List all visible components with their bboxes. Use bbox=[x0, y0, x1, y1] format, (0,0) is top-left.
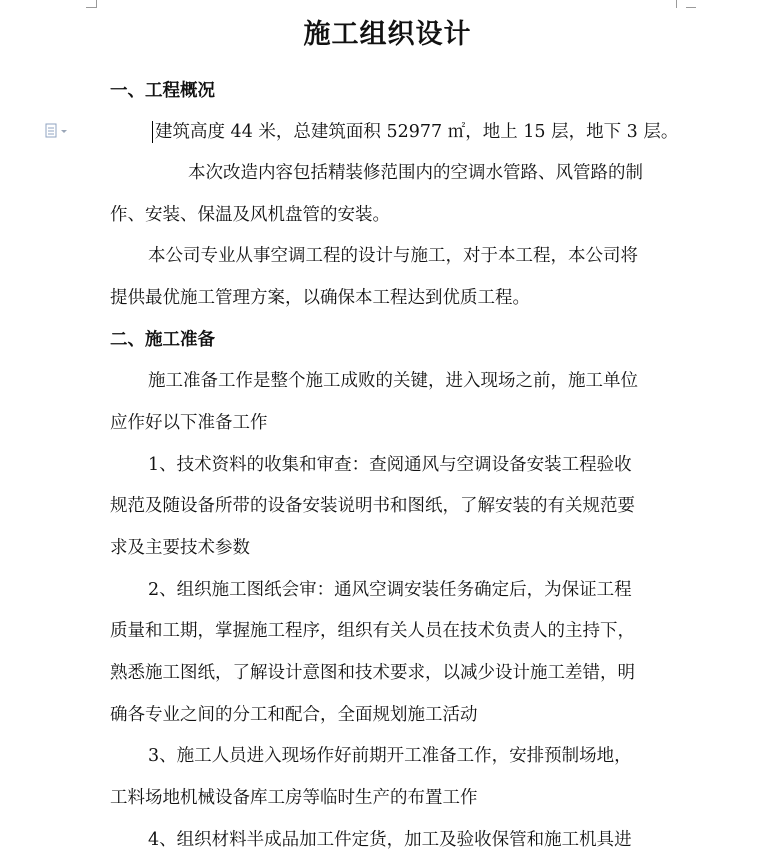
text-cursor bbox=[152, 121, 153, 143]
section-heading-preparation: 二、施工准备 bbox=[110, 330, 215, 350]
paragraph-line[interactable]: 规范及随设备所带的设备安装说明书和图纸，了解安装的有关规范要 bbox=[110, 496, 635, 516]
paragraph-doc-icon[interactable] bbox=[45, 123, 69, 139]
paragraph-line[interactable]: 2、组织施工图纸会审：通风空调安装任务确定后，为保证工程 bbox=[148, 580, 632, 600]
paragraph-line[interactable]: 本公司专业从事空调工程的设计与施工，对于本工程，本公司将 bbox=[148, 246, 638, 266]
paragraph-line[interactable]: 本次改造内容包括精装修范围内的空调水管路、风管路的制 bbox=[188, 163, 643, 183]
paragraph-line[interactable]: 质量和工期，掌握施工程序，组织有关人员在技术负责人的主持下， bbox=[110, 621, 635, 641]
paragraph-line[interactable]: 求及主要技术参数 bbox=[110, 538, 250, 558]
paragraph-line[interactable]: 3、施工人员进入现场作好前期开工准备工作，安排预制场地， bbox=[148, 746, 632, 766]
paragraph-line[interactable]: 作、安装、保温及风机盘管的安装。 bbox=[110, 205, 390, 225]
paragraph-line[interactable]: 4、组织材料半成品加工件定货，加工及验收保管和施工机具进 bbox=[148, 830, 632, 850]
paragraph-line[interactable]: 确各专业之间的分工和配合，全面规划施工活动 bbox=[110, 705, 478, 725]
paragraph-line[interactable]: 建筑高度 44 米，总建筑面积 52977 ㎡，地上 15 层，地下 3 层。 bbox=[155, 122, 679, 142]
paragraph-line[interactable]: 工料场地机械设备库工房等临时生产的布置工作 bbox=[110, 788, 478, 808]
document-title: 施工组织设计 bbox=[303, 19, 472, 50]
paragraph-line[interactable]: 1、技术资料的收集和审查：查阅通风与空调设备安装工程验收 bbox=[148, 455, 632, 475]
paragraph-line[interactable]: 施工准备工作是整个施工成败的关键，进入现场之前，施工单位 bbox=[148, 371, 638, 391]
paragraph-line[interactable]: 应作好以下准备工作 bbox=[110, 413, 268, 433]
section-heading-overview: 一、工程概况 bbox=[110, 81, 215, 101]
paragraph-line[interactable]: 熟悉施工图纸，了解设计意图和技术要求，以减少设计施工差错，明 bbox=[110, 663, 635, 683]
paragraph-line[interactable]: 提供最优施工管理方案，以确保本工程达到优质工程。 bbox=[110, 288, 530, 308]
